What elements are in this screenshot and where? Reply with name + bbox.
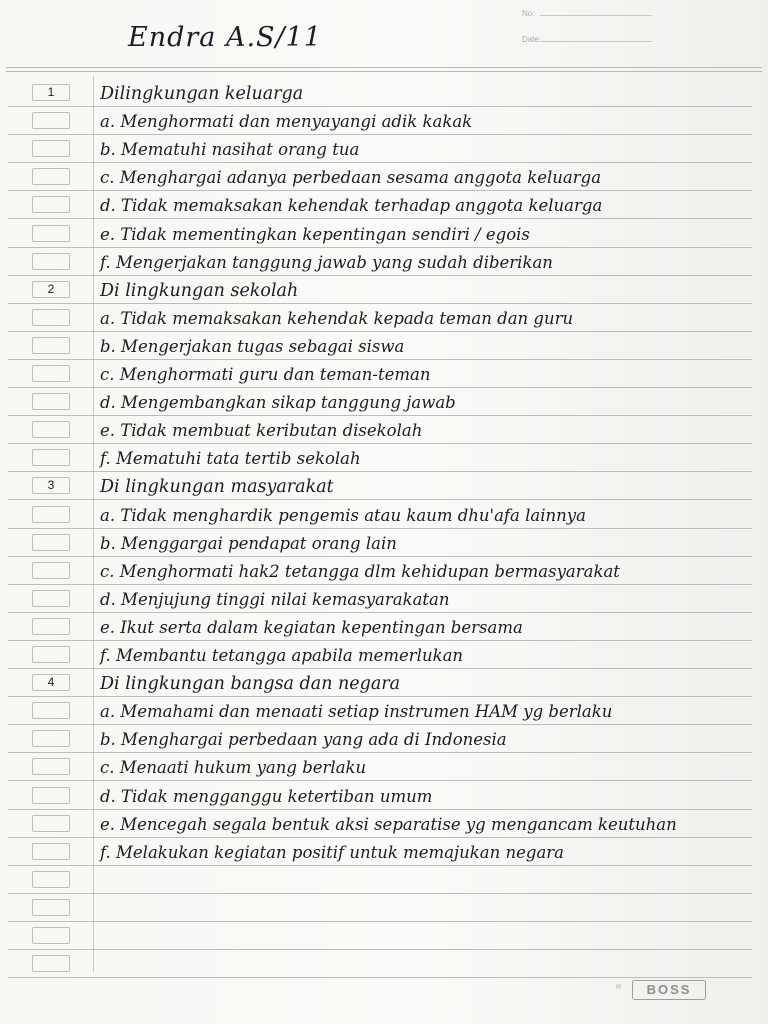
number-box	[32, 168, 70, 185]
number-box	[32, 365, 70, 382]
list-item: b. Mematuhi nasihat orang tua	[100, 140, 360, 160]
line-rule	[8, 696, 752, 697]
section-number: 2	[32, 281, 70, 298]
line-rule	[8, 528, 752, 529]
ruled-line	[0, 586, 752, 613]
section-number: 1	[32, 84, 70, 101]
ruled-line	[0, 277, 752, 304]
list-item: d. Menjujung tinggi nilai kemasyarakatan	[100, 589, 450, 609]
line-rule	[8, 640, 752, 641]
number-box	[32, 140, 70, 157]
ruled-line	[0, 923, 752, 950]
ruled-line	[0, 558, 752, 585]
line-rule	[8, 921, 752, 922]
section-heading: Di lingkungan bangsa dan negara	[100, 674, 401, 695]
line-rule	[8, 247, 752, 248]
line-rule	[8, 752, 752, 753]
ruled-line	[0, 614, 752, 641]
ruled-line	[0, 726, 752, 753]
date-line	[540, 41, 652, 42]
number-box	[32, 899, 70, 916]
line-rule	[8, 949, 752, 950]
number-box	[32, 871, 70, 888]
list-item: a. Tidak memaksakan kehendak kepada teman dan guru	[100, 308, 574, 328]
number-box	[32, 646, 70, 663]
number-box	[32, 253, 70, 270]
section-heading: Dilingkungan keluarga	[100, 84, 304, 104]
line-rule	[8, 162, 752, 163]
line-rule	[8, 331, 752, 332]
line-rule	[8, 780, 752, 781]
list-item: a. Memahami dan menaati setiap instrumen HAM yg berlaku	[100, 702, 613, 722]
list-item: b. Menghargai perbedaan yang ada di Indonesia	[100, 730, 507, 750]
number-box	[32, 506, 70, 523]
line-rule	[8, 387, 752, 388]
line-rule	[8, 584, 752, 585]
list-item: e. Ikut serta dalam kegiatan kepentingan bersama	[100, 617, 523, 637]
number-box	[32, 843, 70, 860]
ruled-line	[0, 80, 752, 107]
list-item: e. Mencegah segala bentuk aksi separatise yg mengancam keutuhan	[100, 814, 677, 834]
line-rule	[8, 893, 752, 894]
page-title: Endra A.S/11	[128, 22, 322, 53]
brand-logo: BOSS	[632, 980, 706, 1000]
brand-mark: ®	[616, 984, 622, 991]
line-rule	[8, 190, 752, 191]
list-item: a. Tidak menghardik pengemis atau kaum dhu'afa lainnya	[100, 505, 586, 525]
header-divider	[6, 71, 762, 72]
ruled-line	[0, 445, 752, 472]
ruled-line	[0, 502, 752, 529]
ruled-line	[0, 951, 752, 978]
line-rule	[8, 134, 752, 135]
list-item: c. Menghargai adanya perbedaan sesama anggota keluarga	[100, 168, 602, 188]
ruled-line	[0, 473, 752, 500]
number-box	[32, 449, 70, 466]
list-item: f. Mematuhi tata tertib sekolah	[100, 449, 361, 469]
list-item: d. Tidak memaksakan kehendak terhadap anggota keluarga	[100, 196, 603, 216]
section-heading: Di lingkungan masyarakat	[100, 477, 334, 498]
list-item: d. Mengembangkan sikap tanggung jawab	[100, 393, 456, 413]
number-box	[32, 590, 70, 607]
line-rule	[8, 668, 752, 669]
ruled-line	[0, 867, 752, 894]
ruled-line	[0, 221, 752, 248]
number-box	[32, 702, 70, 719]
ruled-line	[0, 333, 752, 360]
section-number: 3	[32, 477, 70, 494]
line-rule	[8, 471, 752, 472]
ruled-line	[0, 895, 752, 922]
list-item: d. Tidak mengganggu ketertiban umum	[100, 786, 433, 806]
line-rule	[8, 303, 752, 304]
no-label: No.	[522, 9, 535, 18]
number-box	[32, 112, 70, 129]
ruled-line	[0, 417, 752, 444]
number-box	[32, 618, 70, 635]
line-rule	[8, 106, 752, 107]
line-rule	[8, 865, 752, 866]
number-box	[32, 815, 70, 832]
line-rule	[8, 977, 752, 978]
number-box	[32, 955, 70, 972]
list-item: c. Menghormati guru dan teman-teman	[100, 365, 431, 384]
line-rule	[8, 275, 752, 276]
ruled-line	[0, 249, 752, 276]
list-item: e. Tidak membuat keributan disekolah	[100, 421, 423, 441]
number-box	[32, 787, 70, 804]
line-rule	[8, 837, 752, 838]
number-box	[32, 730, 70, 747]
section-heading: Di lingkungan sekolah	[100, 280, 299, 301]
number-box	[32, 562, 70, 579]
date-label: Date:	[522, 35, 542, 44]
number-box	[32, 534, 70, 551]
line-rule	[8, 415, 752, 416]
number-box	[32, 196, 70, 213]
line-rule	[8, 443, 752, 444]
line-rule	[8, 809, 752, 810]
line-rule	[8, 612, 752, 613]
ruled-line	[0, 839, 752, 866]
number-box	[32, 309, 70, 326]
number-box	[32, 393, 70, 410]
ruled-line	[0, 754, 752, 781]
number-box	[32, 927, 70, 944]
line-rule	[8, 556, 752, 557]
line-rule	[8, 218, 752, 219]
ruled-line	[0, 192, 752, 219]
list-item: e. Tidak mementingkan kepentingan sendiri / egois	[100, 224, 530, 244]
ruled-line	[0, 530, 752, 557]
no-line	[540, 15, 652, 16]
ruled-line	[0, 783, 752, 810]
number-box	[32, 225, 70, 242]
ruled-line	[0, 136, 752, 163]
ruled-line	[0, 642, 752, 669]
number-box	[32, 421, 70, 438]
list-item: c. Menaati hukum yang berlaku	[100, 758, 367, 778]
line-rule	[8, 724, 752, 725]
ruled-line	[0, 698, 752, 725]
line-rule	[8, 499, 752, 500]
list-item: f. Melakukan kegiatan positif untuk memajukan negara	[100, 842, 565, 862]
list-item: b. Mengerjakan tugas sebagai siswa	[100, 336, 405, 356]
ruled-line	[0, 361, 752, 388]
number-box	[32, 337, 70, 354]
list-item: a. Menghormati dan menyayangi adik kakak	[100, 112, 473, 132]
ruled-line	[0, 305, 752, 332]
ruled-line	[0, 811, 752, 838]
list-item: b. Menggargai pendapat orang lain	[100, 533, 397, 553]
ruled-line	[0, 670, 752, 697]
ruled-line	[0, 389, 752, 416]
header-divider	[6, 67, 762, 68]
line-rule	[8, 359, 752, 360]
list-item: c. Menghormati hak2 tetangga dlm kehidupan bermasyarakat	[100, 561, 620, 581]
number-box	[32, 758, 70, 775]
ruled-line	[0, 164, 752, 191]
list-item: f. Mengerjakan tanggung jawab yang sudah diberikan	[100, 252, 553, 272]
list-item: f. Membantu tetangga apabila memerlukan	[100, 646, 464, 665]
section-number: 4	[32, 674, 70, 691]
ruled-line	[0, 108, 752, 135]
